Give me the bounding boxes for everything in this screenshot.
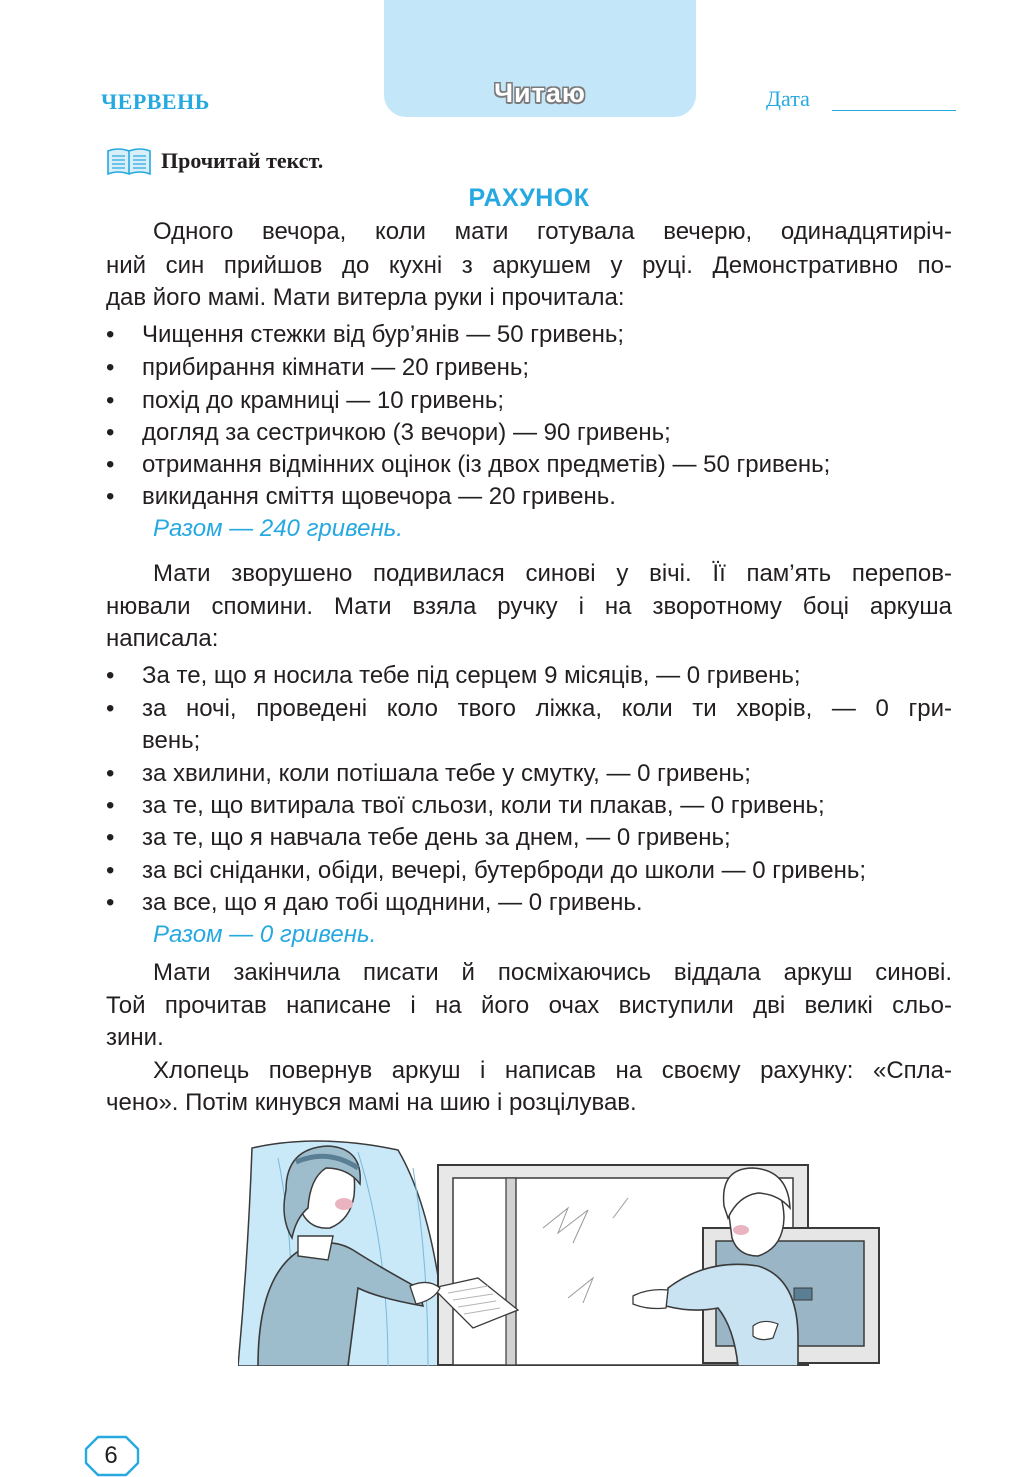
paragraph-line: Хлопець повернув аркуш і написав на своєму рахунку: «Спла- — [153, 1057, 952, 1084]
bullet-marker: • — [106, 857, 115, 884]
bullet-marker: • — [106, 889, 115, 916]
paragraph-line: зини. — [106, 1024, 164, 1051]
paragraph-line: Мати закінчила писати й посміхаючись віддала аркуш синові. — [153, 959, 952, 986]
son-bill-item: отримання відмінних оцінок (із двох предметів) — 50 гривень; — [142, 451, 831, 478]
paragraph-line: ний син прийшов до кухні з аркушем у руці. Демонстративно по- — [106, 252, 952, 279]
son-bill-item: викидання сміття щовечора — 20 гривень. — [142, 483, 616, 510]
mother-bill-total: Разом — 0 гривень. — [153, 921, 377, 948]
bullet-marker: • — [106, 387, 115, 414]
bullet-marker: • — [106, 321, 115, 348]
bullet-marker: • — [106, 419, 115, 446]
instruction-text: Прочитай текст. — [161, 148, 324, 173]
section-title: Читаю — [494, 78, 586, 108]
son-bill-item: похід до крамниці — 10 гривень; — [142, 387, 504, 414]
page-number: 6 — [104, 1442, 118, 1469]
paragraph-line: написала: — [106, 625, 219, 652]
son-bill-item: Чищення стежки від бур’янів — 50 гривень; — [142, 321, 625, 348]
bullet-marker: • — [106, 824, 115, 851]
mother-bill-item: за всі сніданки, обіди, вечері, бутерброди до школи — 0 гривень; — [142, 857, 867, 884]
paragraph-line: нювали спомини. Мати взяла ручку і на зворотному боці аркуша — [106, 593, 952, 620]
mother-bill-item: за те, що я навчала тебе день за днем, — 0 гривень; — [142, 824, 731, 851]
mother-bill-item: За те, що я носила тебе під серцем 9 місяців, — 0 гривень; — [142, 662, 801, 689]
mother-bill-item-continued: вень; — [142, 727, 201, 754]
date-blank-line — [832, 110, 956, 111]
story-title: РАХУНОК — [468, 184, 590, 212]
bullet-marker: • — [106, 792, 115, 819]
mother-and-son-illustration — [238, 1138, 883, 1366]
month-label: ЧЕРВЕНЬ — [101, 89, 210, 114]
date-label: Дата — [766, 86, 810, 111]
son-bill-total: Разом — 240 гривень. — [153, 515, 403, 542]
paragraph-line: Одного вечора, коли мати готувала вечерю, одинадцятиріч- — [153, 218, 952, 245]
mother-bill-item: за все, що я даю тобі щоднини, — 0 гривень. — [142, 889, 643, 916]
paragraph-line: Той прочитав написане і на його очах виступили дві великі сльо- — [106, 992, 952, 1019]
paragraph-line: Мати зворушено подивилася синові у вічі. Її пам’ять перепов- — [153, 560, 952, 587]
bullet-marker: • — [106, 695, 115, 722]
bullet-marker: • — [106, 662, 115, 689]
son-bill-item: догляд за сестричкою (3 вечори) — 90 гривень; — [142, 419, 671, 446]
bullet-marker: • — [106, 354, 115, 381]
open-book-icon — [106, 147, 152, 177]
bullet-marker: • — [106, 483, 115, 510]
mother-bill-item: за хвилини, коли потішала тебе у смутку, — 0 гривень; — [142, 760, 751, 787]
mother-bill-item: за ночі, проведені коло твого ліжка, коли ти хворів, — 0 гри- — [142, 695, 952, 722]
paragraph-line: дав його мамі. Мати витерла руки і прочитала: — [106, 284, 625, 311]
paragraph-line: чено». Потім кинувся мамі на шию і розцілував. — [106, 1089, 637, 1116]
bullet-marker: • — [106, 451, 115, 478]
son-bill-item: прибирання кімнати — 20 гривень; — [142, 354, 530, 381]
bullet-marker: • — [106, 760, 115, 787]
mother-bill-item: за те, що витирала твої сльози, коли ти плакав, — 0 гривень; — [142, 792, 825, 819]
